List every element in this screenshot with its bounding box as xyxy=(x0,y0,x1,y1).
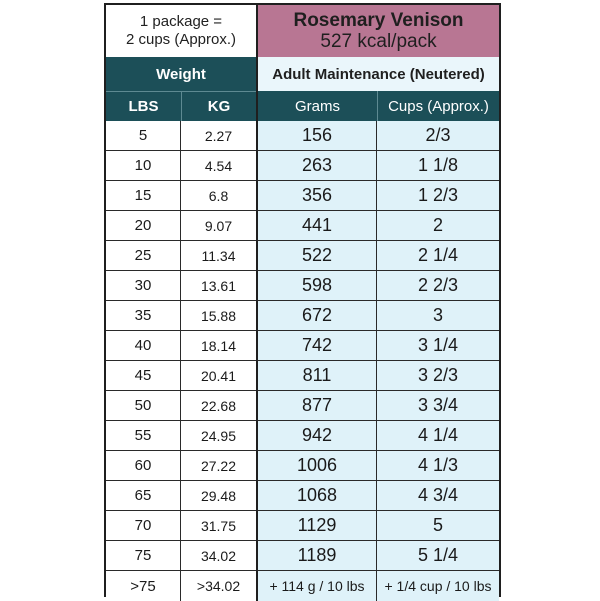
kg-cell: 29.48 xyxy=(181,481,256,511)
cups-cell: 3 xyxy=(377,301,499,331)
grams-cell: 598 xyxy=(256,271,377,301)
table-row xyxy=(106,121,499,151)
lbs-cell: 60 xyxy=(106,451,181,481)
table-row xyxy=(106,331,499,361)
cups-cell: 2/3 xyxy=(377,121,499,151)
table-row xyxy=(106,241,499,271)
grams-cell: 356 xyxy=(256,181,377,211)
table-row xyxy=(106,511,499,541)
grams-cell: 1006 xyxy=(256,451,377,481)
cups-cell: 3 2/3 xyxy=(377,361,499,391)
cups-cell: 4 1/3 xyxy=(377,451,499,481)
lbs-cell: 65 xyxy=(106,481,181,511)
category-header: Adult Maintenance (Neutered) xyxy=(256,57,499,91)
grams-cell: + 114 g / 10 lbs xyxy=(256,571,377,601)
lbs-cell: 35 xyxy=(106,301,181,331)
kg-cell: 6.8 xyxy=(181,181,256,211)
kg-cell: 24.95 xyxy=(181,421,256,451)
lbs-cell: 20 xyxy=(106,211,181,241)
lbs-header: LBS xyxy=(106,91,181,121)
cups-cell: 2 xyxy=(377,211,499,241)
package-note xyxy=(106,5,256,57)
grams-cell: 672 xyxy=(256,301,377,331)
grams-cell: 522 xyxy=(256,241,377,271)
grams-cell: 263 xyxy=(256,151,377,181)
lbs-cell: 50 xyxy=(106,391,181,421)
cups-cell: 3 3/4 xyxy=(377,391,499,421)
cups-cell: 2 2/3 xyxy=(377,271,499,301)
cups-cell: 4 1/4 xyxy=(377,421,499,451)
table-row xyxy=(106,301,499,331)
weight-header: Weight xyxy=(106,57,256,91)
kg-cell: 22.68 xyxy=(181,391,256,421)
table-row xyxy=(106,481,499,511)
product-title xyxy=(256,5,499,57)
kg-cell: 34.02 xyxy=(181,541,256,571)
grams-cell: 1129 xyxy=(256,511,377,541)
table-row xyxy=(106,361,499,391)
kg-cell: 20.41 xyxy=(181,361,256,391)
kg-cell: 9.07 xyxy=(181,211,256,241)
table-row xyxy=(106,421,499,451)
product-calories: 527 kcal/pack xyxy=(320,30,437,52)
grams-cell: 742 xyxy=(256,331,377,361)
lbs-cell: 30 xyxy=(106,271,181,301)
table-row xyxy=(106,571,499,601)
kg-cell: 2.27 xyxy=(181,121,256,151)
table-row xyxy=(106,451,499,481)
lbs-cell: 75 xyxy=(106,541,181,571)
kg-header: KG xyxy=(181,91,256,121)
cups-cell: 1 2/3 xyxy=(377,181,499,211)
kg-cell: 31.75 xyxy=(181,511,256,541)
lbs-cell: 70 xyxy=(106,511,181,541)
cups-cell: 5 1/4 xyxy=(377,541,499,571)
kg-cell: 11.34 xyxy=(181,241,256,271)
lbs-cell: 5 xyxy=(106,121,181,151)
grams-cell: 1068 xyxy=(256,481,377,511)
grams-cell: 156 xyxy=(256,121,377,151)
table-row xyxy=(106,211,499,241)
grams-cell: 811 xyxy=(256,361,377,391)
lbs-cell: 10 xyxy=(106,151,181,181)
grams-cell: 1189 xyxy=(256,541,377,571)
cups-cell: 5 xyxy=(377,511,499,541)
cups-cell: 4 3/4 xyxy=(377,481,499,511)
kg-cell: 4.54 xyxy=(181,151,256,181)
lbs-cell: 40 xyxy=(106,331,181,361)
kg-cell: 18.14 xyxy=(181,331,256,361)
table-row xyxy=(106,151,499,181)
cups-cell: 1 1/8 xyxy=(377,151,499,181)
lbs-cell: 45 xyxy=(106,361,181,391)
cups-header: Cups (Approx.) xyxy=(377,91,499,121)
kg-cell: 15.88 xyxy=(181,301,256,331)
cups-cell: 2 1/4 xyxy=(377,241,499,271)
package-note-line2: 2 cups (Approx.) xyxy=(125,31,237,48)
kg-cell: 13.61 xyxy=(181,271,256,301)
lbs-cell: 55 xyxy=(106,421,181,451)
grams-cell: 942 xyxy=(256,421,377,451)
table-row xyxy=(106,181,499,211)
grams-cell: 441 xyxy=(256,211,377,241)
package-note-line1: 1 package = xyxy=(139,13,223,30)
table-row xyxy=(106,541,499,571)
table-row xyxy=(106,391,499,421)
product-name: Rosemary Venison xyxy=(293,9,464,31)
table-row xyxy=(106,271,499,301)
kg-cell: 27.22 xyxy=(181,451,256,481)
lbs-cell: >75 xyxy=(106,571,181,601)
cups-cell: 3 1/4 xyxy=(377,331,499,361)
grams-header: Grams xyxy=(256,91,377,121)
lbs-cell: 15 xyxy=(106,181,181,211)
kg-cell: >34.02 xyxy=(181,571,256,601)
lbs-cell: 25 xyxy=(106,241,181,271)
grams-cell: 877 xyxy=(256,391,377,421)
feeding-chart xyxy=(104,3,501,597)
cups-cell: + 1/4 cup / 10 lbs xyxy=(377,571,499,601)
